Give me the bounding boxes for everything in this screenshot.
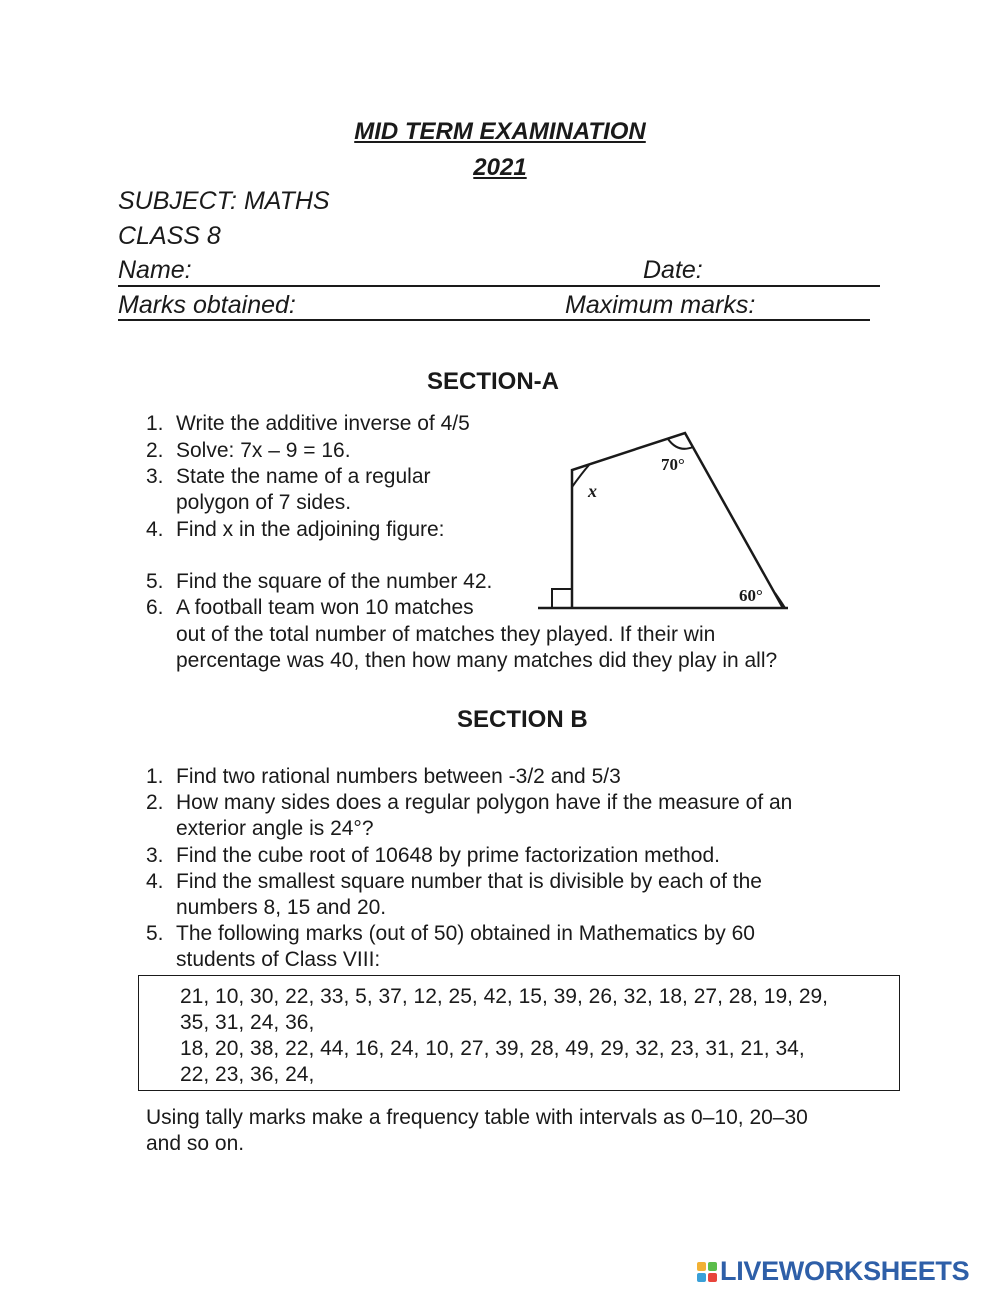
angle-60-label: 60° bbox=[739, 586, 763, 605]
question-text: Find the square of the number 42. bbox=[176, 570, 493, 593]
question-number: 2. bbox=[146, 439, 164, 462]
logo-square-icon bbox=[697, 1273, 706, 1282]
instruction-text: and so on. bbox=[146, 1132, 245, 1155]
data-line: 21, 10, 30, 22, 33, 5, 37, 12, 25, 42, 15, 39, 26, 32, 18, 27, 28, 19, 29, bbox=[180, 985, 829, 1008]
date-label: Date: bbox=[643, 256, 703, 284]
section-b-heading: SECTION B bbox=[457, 706, 588, 733]
question-number: 6. bbox=[146, 596, 164, 619]
data-line: 18, 20, 38, 22, 44, 16, 24, 10, 27, 39, 28, 49, 29, 32, 23, 31, 21, 34, bbox=[180, 1037, 805, 1060]
angle-70-label: 70° bbox=[661, 455, 685, 474]
question-text: exterior angle is 24°? bbox=[176, 817, 374, 840]
logo-mark-icon bbox=[697, 1262, 717, 1282]
name-date-line[interactable] bbox=[118, 285, 880, 287]
liveworksheets-logo[interactable] bbox=[697, 1256, 969, 1287]
question-number: 3. bbox=[146, 844, 164, 867]
data-line: 22, 23, 36, 24, bbox=[180, 1063, 315, 1086]
question-number: 1. bbox=[146, 765, 164, 788]
exam-title: MID TERM EXAMINATION bbox=[354, 118, 646, 145]
marks-line[interactable] bbox=[118, 319, 870, 321]
logo-square-icon bbox=[708, 1262, 717, 1271]
question-number: 3. bbox=[146, 465, 164, 488]
question-number: 2. bbox=[146, 791, 164, 814]
question-text: percentage was 40, then how many matches did they play in all? bbox=[176, 649, 778, 672]
subject-label: SUBJECT: MATHS bbox=[118, 187, 330, 215]
maximum-marks-label: Maximum marks: bbox=[565, 291, 756, 319]
question-number: 5. bbox=[146, 922, 164, 945]
question-text: Find the cube root of 10648 by prime factorization method. bbox=[176, 844, 720, 867]
logo-square-icon bbox=[708, 1273, 717, 1282]
question-number: 1. bbox=[146, 412, 164, 435]
marks-obtained-label: Marks obtained: bbox=[118, 291, 296, 319]
logo-square-icon bbox=[697, 1262, 706, 1271]
question-text: numbers 8, 15 and 20. bbox=[176, 896, 387, 919]
question-text: out of the total number of matches they played. If their win bbox=[176, 623, 716, 646]
question-number: 5. bbox=[146, 570, 164, 593]
name-label: Name: bbox=[118, 256, 192, 284]
angle-arc-60 bbox=[775, 593, 785, 608]
question-text: Solve: 7x – 9 = 16. bbox=[176, 439, 351, 462]
question-number: 4. bbox=[146, 518, 164, 541]
right-angle-mark bbox=[552, 589, 572, 608]
question-text: State the name of a regular bbox=[176, 465, 431, 488]
angle-x-label: x bbox=[588, 481, 597, 501]
data-line: 35, 31, 24, 36, bbox=[180, 1011, 315, 1034]
question-text: Find two rational numbers between -3/2 and 5/3 bbox=[176, 765, 621, 788]
class-label: CLASS 8 bbox=[118, 222, 221, 250]
instruction-text: Using tally marks make a frequency table with intervals as 0–10, 20–30 bbox=[146, 1106, 808, 1129]
question-text: Find x in the adjoining figure: bbox=[176, 518, 445, 541]
question-text: students of Class VIII: bbox=[176, 948, 381, 971]
section-a-heading: SECTION-A bbox=[427, 368, 559, 395]
question-text: The following marks (out of 50) obtained in Mathematics by 60 bbox=[176, 922, 755, 945]
quadrilateral-figure bbox=[530, 425, 820, 615]
exam-year: 2021 bbox=[473, 154, 527, 181]
question-text: How many sides does a regular polygon have if the measure of an bbox=[176, 791, 793, 814]
question-text: Write the additive inverse of 4/5 bbox=[176, 412, 470, 435]
question-text: A football team won 10 matches bbox=[176, 596, 474, 619]
question-number: 4. bbox=[146, 870, 164, 893]
logo-text: LIVEWORKSHEETS bbox=[720, 1256, 970, 1286]
question-text: Find the smallest square number that is divisible by each of the bbox=[176, 870, 762, 893]
question-text: polygon of 7 sides. bbox=[176, 491, 352, 514]
